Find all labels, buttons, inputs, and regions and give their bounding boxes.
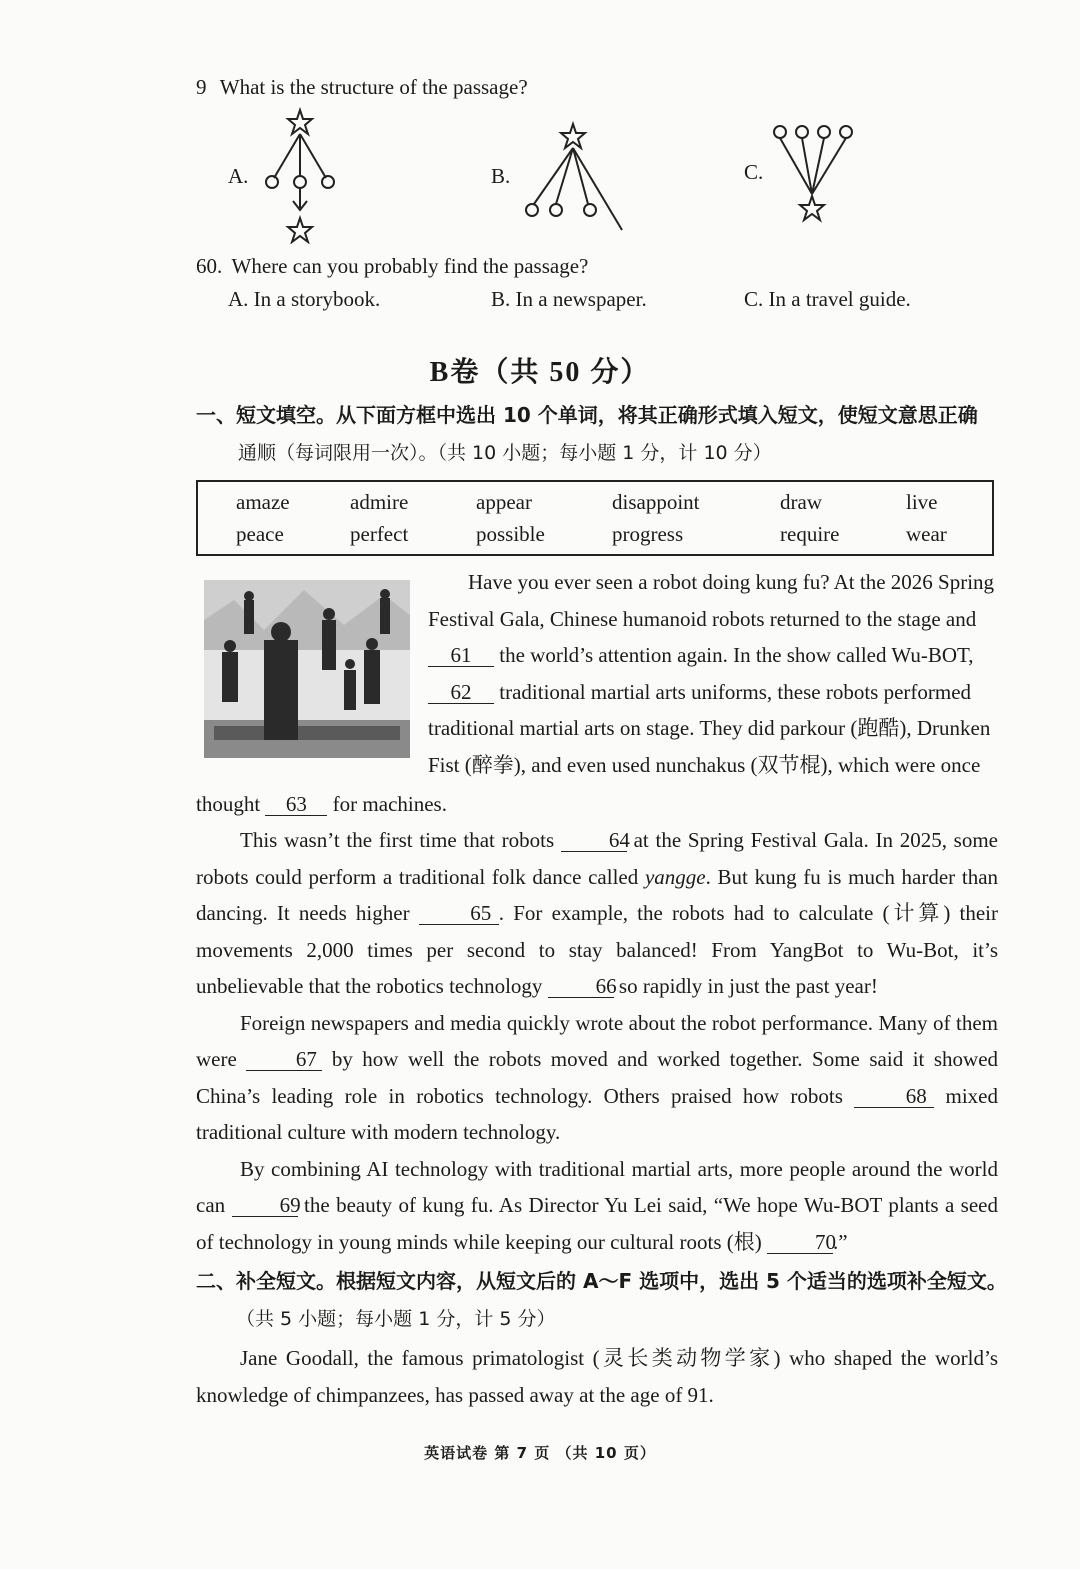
part2-subheading: （共 5 小题；每小题 1 分，计 5 分） xyxy=(236,1308,556,1330)
star-icon xyxy=(561,124,585,148)
word-box-item: progress xyxy=(612,522,684,546)
q59-option-c-label[interactable]: C. xyxy=(744,160,764,184)
blank-66[interactable]: 66 xyxy=(548,975,614,998)
circle-icon xyxy=(840,126,852,138)
star-icon xyxy=(800,196,824,220)
blank-69[interactable]: 69 xyxy=(232,1194,298,1217)
passage-text: the beauty of kung fu. As Director Yu Lei said, “We hope Wu-BOT plants a seed of technology in young minds while keeping our cultural roots (根) xyxy=(196,1193,999,1254)
word-box-item: live xyxy=(906,490,938,514)
blank-61[interactable]: 61 xyxy=(428,644,494,667)
word-box-item: appear xyxy=(476,490,532,514)
passage-text-italic: yangge xyxy=(644,864,706,889)
word-box-item: perfect xyxy=(350,522,409,546)
passage-text: the world’s attention again. In the show called Wu-BOT, xyxy=(499,643,974,667)
part2-heading: 二、补全短文。根据短文内容，从短文后的 A～F 选项中，选出 5 个适当的选项补全短文。 xyxy=(196,1269,1007,1293)
q60-option-b[interactable]: B. In a newspaper. xyxy=(491,287,647,311)
structure-diagram-a xyxy=(258,104,348,244)
circle-icon xyxy=(550,204,562,216)
passage-paragraph-1-end xyxy=(196,786,998,823)
circle-icon xyxy=(774,126,786,138)
q59-option-a-label[interactable]: A. xyxy=(228,164,249,188)
passage-text: for machines. xyxy=(332,792,447,816)
section-b-title: B卷（共 50 分） xyxy=(429,357,651,388)
blank-63[interactable]: 63 xyxy=(265,793,327,816)
word-box-item: amaze xyxy=(236,490,290,514)
blank-67[interactable]: 67 xyxy=(246,1048,322,1071)
passage-text: . For example, the robots had to calculate (计算) their movements 2,000 times per second to stay balanced! From YangBot to Wu-Bot, it’s unbelievable that the robotics technology xyxy=(196,901,998,998)
structure-diagram-b xyxy=(516,120,636,240)
structure-diagram-c xyxy=(766,120,862,224)
word-box-item: peace xyxy=(236,522,284,546)
passage-paragraphs-2-4 xyxy=(196,822,998,1260)
passage-text: Foreign newspapers and media quickly wrote about the robot performance. Many of them were xyxy=(196,1010,998,1071)
circle-icon xyxy=(796,126,808,138)
passage-paragraph-3 xyxy=(196,1005,998,1151)
question-59-text: What is the structure of the passage? xyxy=(219,75,528,99)
page-footer: 英语试卷 第 7 页 （共 10 页） xyxy=(424,1444,656,1462)
passage-paragraph-1-top xyxy=(428,564,998,783)
blank-65[interactable]: 65 xyxy=(419,902,499,925)
word-box-item: disappoint xyxy=(612,490,700,514)
star-icon xyxy=(288,110,312,134)
word-box-item: possible xyxy=(476,522,545,546)
passage-text: so rapidly in just the past year! xyxy=(618,974,878,998)
q60-option-c[interactable]: C. In a travel guide. xyxy=(744,287,911,311)
blank-68[interactable]: 68 xyxy=(854,1085,934,1108)
q59-option-b-label[interactable]: B. xyxy=(491,164,511,188)
circle-icon xyxy=(266,176,278,188)
question-60-number: 60. xyxy=(196,254,223,278)
passage-text: traditional martial arts on stage. They did parkour (跑酷), Drunken xyxy=(428,716,991,740)
passage-text: Festival Gala, Chinese humanoid robots returned to the stage and xyxy=(428,606,977,631)
star-icon xyxy=(288,218,312,242)
blank-64[interactable]: 64 xyxy=(561,829,627,852)
word-box-item: admire xyxy=(350,490,409,514)
passage-text: This wasn’t the first time that robots xyxy=(240,828,555,852)
passage-paragraph-2 xyxy=(196,822,998,1005)
word-box xyxy=(196,480,994,556)
passage-text: thought xyxy=(196,792,261,816)
passage-text: By combining AI technology with traditional martial arts, more people around the world can xyxy=(196,1156,998,1217)
passage-text: .” xyxy=(832,1229,848,1254)
passage-text: by how well the robots moved and worked together. Some said it showed China’s leading role in robotics technology. Others praised how robots xyxy=(196,1047,999,1108)
part1-heading: 一、短文填空。从下面方框中选出 10 个单词，将其正确形式填入短文，使短文意思正确 xyxy=(196,403,978,427)
circle-icon xyxy=(294,176,306,188)
part2-passage xyxy=(196,1340,998,1413)
passage-text: mixed traditional culture with modern technology. xyxy=(196,1083,999,1144)
q60-option-a[interactable]: A. In a storybook. xyxy=(228,287,381,311)
robot-performance-photo xyxy=(204,580,410,758)
part1-subheading: 通顺（每词限用一次）。（共 10 小题；每小题 1 分，计 10 分） xyxy=(238,442,772,464)
circle-icon xyxy=(322,176,334,188)
passage-text: traditional martial arts uniforms, these robots performed xyxy=(499,679,972,704)
blank-62[interactable]: 62 xyxy=(428,681,494,704)
question-59 xyxy=(196,74,528,100)
passage-text: Fist (醉拳), and even used nunchakus (双节棍), which were once xyxy=(428,752,981,777)
passage-text: . But kung fu is much harder than dancing. It needs higher xyxy=(196,864,999,925)
word-box-item: wear xyxy=(906,522,947,546)
passage-text: Jane Goodall, the famous primatologist (灵长类动物学家) who shaped the world’s knowledge of chimpanzees, has passed away at the age of 91. xyxy=(196,1346,998,1407)
passage-paragraph-4 xyxy=(196,1151,998,1261)
word-box-item: draw xyxy=(780,490,822,514)
question-60 xyxy=(196,253,588,279)
word-box-item: require xyxy=(780,522,840,546)
passage-text: Have you ever seen a robot doing kung fu? At the 2026 Spring xyxy=(468,570,995,594)
circle-icon xyxy=(818,126,830,138)
blank-70[interactable]: 70 xyxy=(767,1231,833,1254)
passage-text: at the Spring Festival Gala. In 2025, some robots could perform a traditional folk dance called xyxy=(196,828,999,889)
question-59-number: 9 xyxy=(196,75,207,99)
circle-icon xyxy=(584,204,596,216)
question-60-text: Where can you probably find the passage? xyxy=(231,254,589,278)
circle-icon xyxy=(526,204,538,216)
